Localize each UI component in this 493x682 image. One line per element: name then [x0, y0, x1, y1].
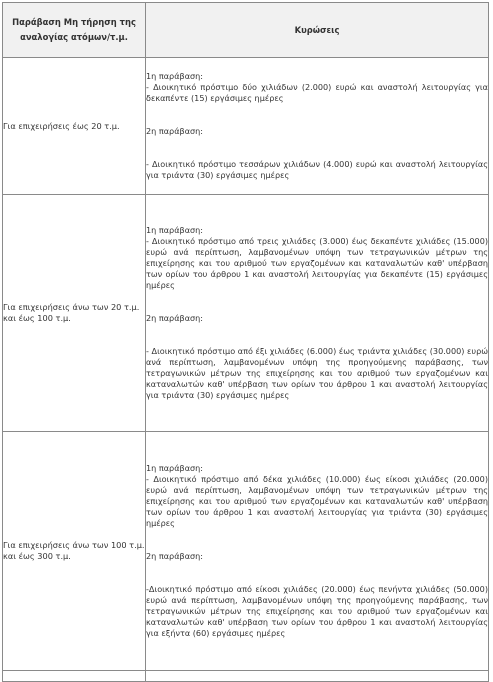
header-violation: Παράβαση Μη τήρηση της αναλογίας ατόμων/τ.μ.: [3, 3, 146, 58]
category-cell: Για επιχειρήσεις άνω των 20 τ.μ. και έως 100 τ.μ.: [3, 195, 146, 432]
second-violation-penalty: -Διοικητικό πρόστιμο από είκοσι χιλιάδες (20.000) έως πενήντα χιλιάδες (50.000) ευρώ ανά περίπτωση, λαμβανομένων υπόψη της προηγούμενης παράβασης, των τετραγωνικών μέτρων της επιχείρησης και του αριθμού των εργαζομένων και καταναλωτών καθ' υπέρβαση των ορίων του άρθρου 1 και αναστολή λειτουργίας για εξήντα (60) εργάσιμες ημέρες: [146, 584, 488, 638]
second-violation-label: 2η παράβαση:: [146, 126, 204, 136]
penalty-cell: [146, 195, 489, 432]
second-violation-label: 2η παράβαση:: [146, 313, 204, 323]
penalty-cell: [146, 58, 489, 195]
header-penalties: Κυρώσεις: [146, 3, 489, 58]
table-row: [3, 195, 489, 432]
first-violation-penalty: - Διοικητικό πρόστιμο από τρεις χιλιάδες (3.000) έως δεκαπέντε χιλιάδες (15.000) ευρώ ανά περίπτωση, λαμβανομένων υπόψη των τετραγωνικών μέτρων της επιχείρησης και του αριθμού των εργαζομένων και καταναλωτών καθ' υπέρβαση των ορίων του άρθρου 1 και αναστολή λειτουργίας για δεκαπέντε (15) εργάσιμες ημέρες: [146, 236, 488, 290]
table-row: [3, 58, 489, 195]
first-violation-penalty: - Διοικητικό πρόστιμο από δέκα χιλιάδες (10.000) έως είκοσι χιλιάδες (20.000) ευρώ ανά περίπτωση, λαμβανομένων υπόψη των τετραγωνικών μέτρων της επιχείρησης και του αριθμού των εργαζομένων και καταναλωτών καθ' υπέρβαση των ορίων του άρθρου 1 και αναστολή λειτουργίας για τριάντα (30) εργάσιμες ημέρες: [146, 474, 488, 528]
empty-cell: [146, 671, 489, 682]
spacer: [146, 104, 488, 126]
spacer: [146, 324, 488, 346]
penalty-cell: [146, 432, 489, 671]
first-violation-label: 1η παράβαση:: [146, 71, 204, 81]
spacer: [146, 137, 488, 159]
first-violation-label: 1η παράβαση:: [146, 225, 204, 235]
spacer: [146, 562, 488, 584]
penalties-table: [2, 2, 489, 682]
first-violation-penalty: - Διοικητικό πρόστιμο δύο χιλιάδων (2.000) ευρώ και αναστολή λειτουργίας για δεκαπέντε (15) εργάσιμες ημέρες: [146, 82, 488, 103]
spacer: [146, 291, 488, 313]
empty-cell: [3, 671, 146, 682]
table-row-partial: [3, 671, 489, 682]
second-violation-penalty: - Διοικητικό πρόστιμο τεσσάρων χιλιάδων (4.000) ευρώ και αναστολή λειτουργίας για τριάντα (30) εργάσιμες ημέρες: [146, 159, 488, 180]
first-violation-label: 1η παράβαση:: [146, 463, 204, 473]
category-cell: Για επιχειρήσεις άνω των 100 τ.μ. και έως 300 τ.μ.: [3, 432, 146, 671]
second-violation-penalty: - Διοικητικό πρόστιμο από έξι χιλιάδες (6.000) έως τριάντα χιλιάδες (30.000) ευρώ ανά περίπτωση, λαμβανομένων υπόψη της προηγούμενης παράβασης, των τετραγωνικών μέτρων της επιχείρησης και του αριθμού των εργαζομένων και καταναλωτών καθ' υπέρβαση των ορίων του άρθρου 1 και αναστολή λειτουργίας για τριάντα (30) εργάσιμες ημέρες: [146, 346, 488, 400]
table-row: [3, 432, 489, 671]
category-cell: Για επιχειρήσεις έως 20 τ.μ.: [3, 58, 146, 195]
spacer: [146, 529, 488, 551]
second-violation-label: 2η παράβαση:: [146, 551, 204, 561]
table-header: [3, 3, 489, 58]
